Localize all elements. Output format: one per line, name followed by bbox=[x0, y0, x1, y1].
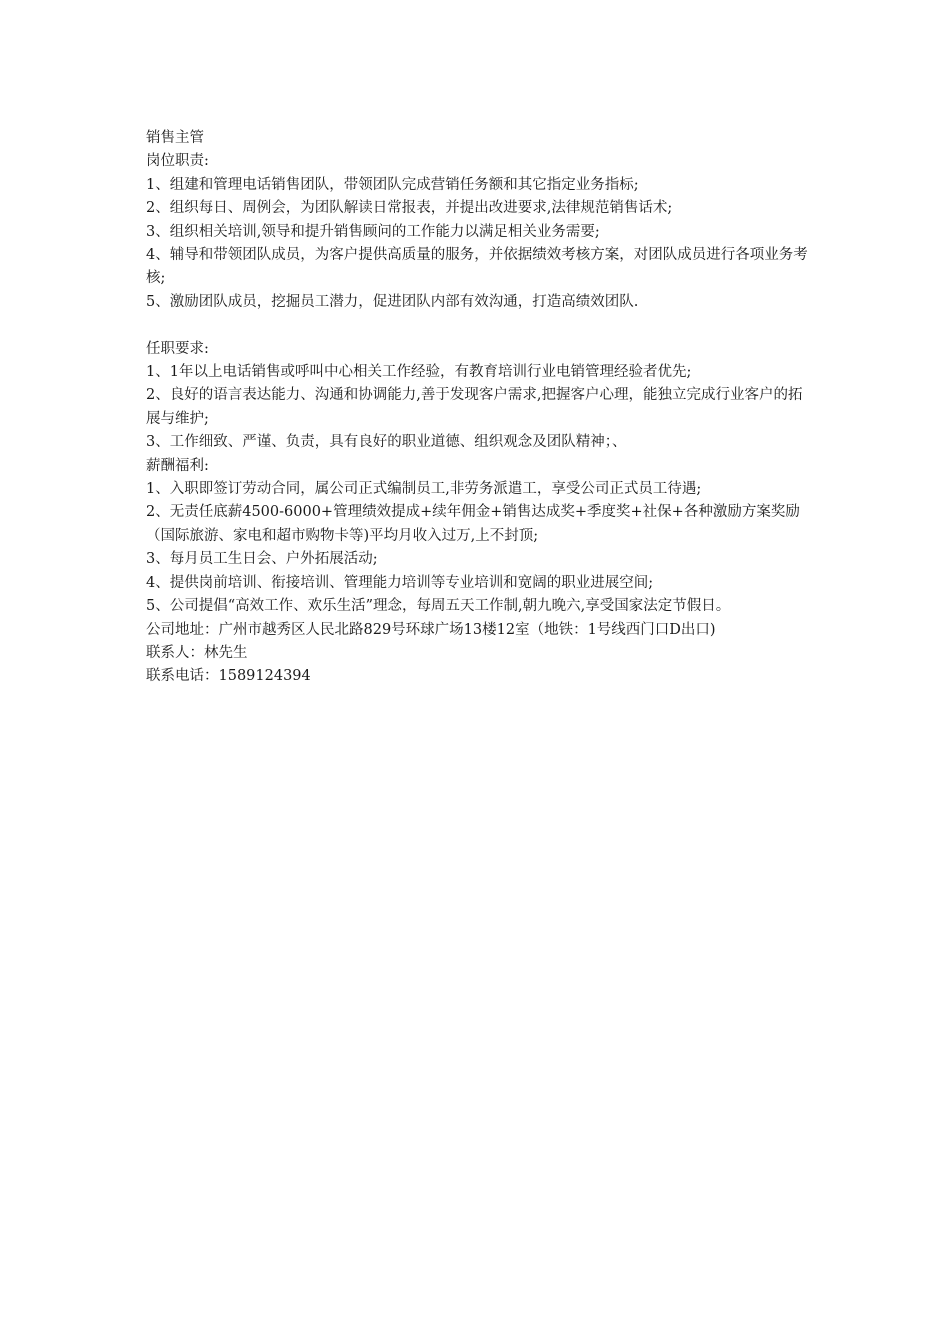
job-posting bbox=[146, 127, 814, 689]
spacer bbox=[146, 314, 814, 337]
contact-person: 联系人：林先生 bbox=[146, 644, 248, 661]
benefit-item: 5、公司提倡“高效工作、欢乐生活”理念，每周五天工作制,朝九晚六,享受国家法定节假日。 bbox=[146, 598, 731, 615]
job-title: 销售主管 bbox=[146, 130, 204, 146]
benefit-item: 1、入职即签订劳动合同，属公司正式编制员工,非劳务派遣工，享受公司正式员工待遇; bbox=[146, 481, 702, 498]
benefit-item: 2、无责任底薪4500-6000+管理绩效提成+续年佣金+销售达成奖+季度奖+社保+各种激励方案奖励（国际旅游、家电和超市购物卡等)平均月收入过万,上不封顶; bbox=[146, 504, 800, 544]
duty-item: 3、组织相关培训,领导和提升销售顾问的工作能力以满足相关业务需要; bbox=[146, 223, 600, 240]
duties-heading: 岗位职责: bbox=[146, 153, 209, 170]
requirement-item: 2、良好的语言表达能力、沟通和协调能力,善于发现客户需求,把握客户心理，能独立完成行业客户的拓展与维护; bbox=[146, 387, 803, 427]
requirement-item: 1、1年以上电话销售或呼叫中心相关工作经验，有教育培训行业电销管理经验者优先; bbox=[146, 364, 692, 381]
duty-item: 5、激励团队成员，挖掘员工潜力，促进团队内部有效沟通，打造高绩效团队. bbox=[146, 293, 639, 310]
benefit-item: 4、提供岗前培训、衔接培训、管理能力培训等专业培训和宽阔的职业进展空间; bbox=[146, 574, 654, 591]
duty-item: 4、辅导和带领团队成员，为客户提供高质量的服务，并依据绩效考核方案，对团队成员进行各项业务考核; bbox=[146, 247, 808, 287]
benefits-heading: 薪酬福利: bbox=[146, 457, 209, 474]
benefit-item: 3、每月员工生日会、户外拓展活动; bbox=[146, 551, 378, 568]
requirements-heading: 任职要求: bbox=[146, 340, 209, 357]
duty-item: 2、组织每日、周例会，为团队解读日常报表，并提出改进要求,法律规范销售话术; bbox=[146, 200, 673, 217]
duty-item: 1、组建和管理电话销售团队，带领团队完成营销任务额和其它指定业务指标; bbox=[146, 176, 639, 193]
company-address: 公司地址：广州市越秀区人民北路829号环球广场13楼12室（地铁：1号线西门口D出口) bbox=[146, 621, 716, 638]
contact-phone: 联系电话：1589124394 bbox=[146, 668, 311, 685]
requirement-item: 3、工作细致、严谨、负责，具有良好的职业道德、组织观念及团队精神；、 bbox=[146, 434, 627, 451]
